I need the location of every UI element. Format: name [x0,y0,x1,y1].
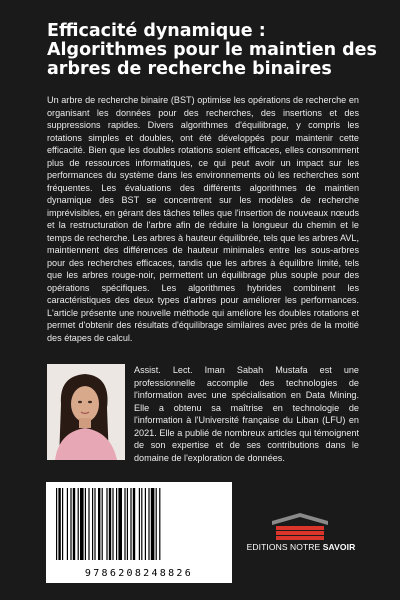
publisher-prefix: EDITIONS NOTRE [246,542,323,552]
barcode-bars [54,488,224,560]
author-bio: Assist. Lect. Iman Sabah Mustafa est une professionnelle accomplie des technologies de l'information avec une spécialisation en Data Mining. Elle a obtenu sa maîtrise en technologie de l'information à l'Université française du Liban (LFU) en 2021. Elle a publié de nombreux articles qui témoignent de son expertise et de ses contributions dans le domaine de l'exploration de données. [134,365,359,463]
back-cover-summary: Un arbre de recherche binaire (BST) optimise les opérations de recherche en organisant les données pour des recherches, des insertions et des suppressions rapides. Divers algorithmes d'équilibrage, y compris les rotations simples et doubles, ont été développés pour maintenir cette efficacité. Bien que les doubles rotations soient efficaces, elles consomment plus de ressources informatiques, ce qui peut avoir un impact sur les performances du système dans les environnements où les recherches sont fréquentes. Les évaluations des différents algorithmes de maintien dynamique des BST se concentrent sur les modèles de recherche imprévisibles, en gérant des tâches telles que l'insertion de nouveaux nœuds et la restructuration de l'arbre afin de réduire la longueur du chemin et le temps de recherche. Les arbres à hauteur équilibrée, tels que les arbres AVL, maintiennent des différences de hauteur minimales entre les sous-arbres pour des recherches efficaces, tandis que les arbres à équilibre limité, tels que les arbres rouge-noir, permettent un équilibrage plus souple pour des opérations spécifiques. Les algorithmes hybrides combinent les caractéristiques des deux types d'arbres pour améliorer les performances. L'article présente une nouvelle méthode qui améliore les doubles rotations et permet d'obtenir des résultats d'équilibrage similaires avec près de la moitié des étapes de calcul. [47,95,359,343]
publisher-suffix: SAVOIR [322,542,356,552]
logo-book-top-icon [272,513,328,525]
isbn-barcode [46,482,232,583]
publisher-name [236,542,366,552]
barcode-number: 9786208248826 [84,568,194,579]
author-photo [47,364,125,460]
book-title: Efficacité dynamique : Algorithmes pour le maintien des arbres de recherche binaires [47,21,377,79]
